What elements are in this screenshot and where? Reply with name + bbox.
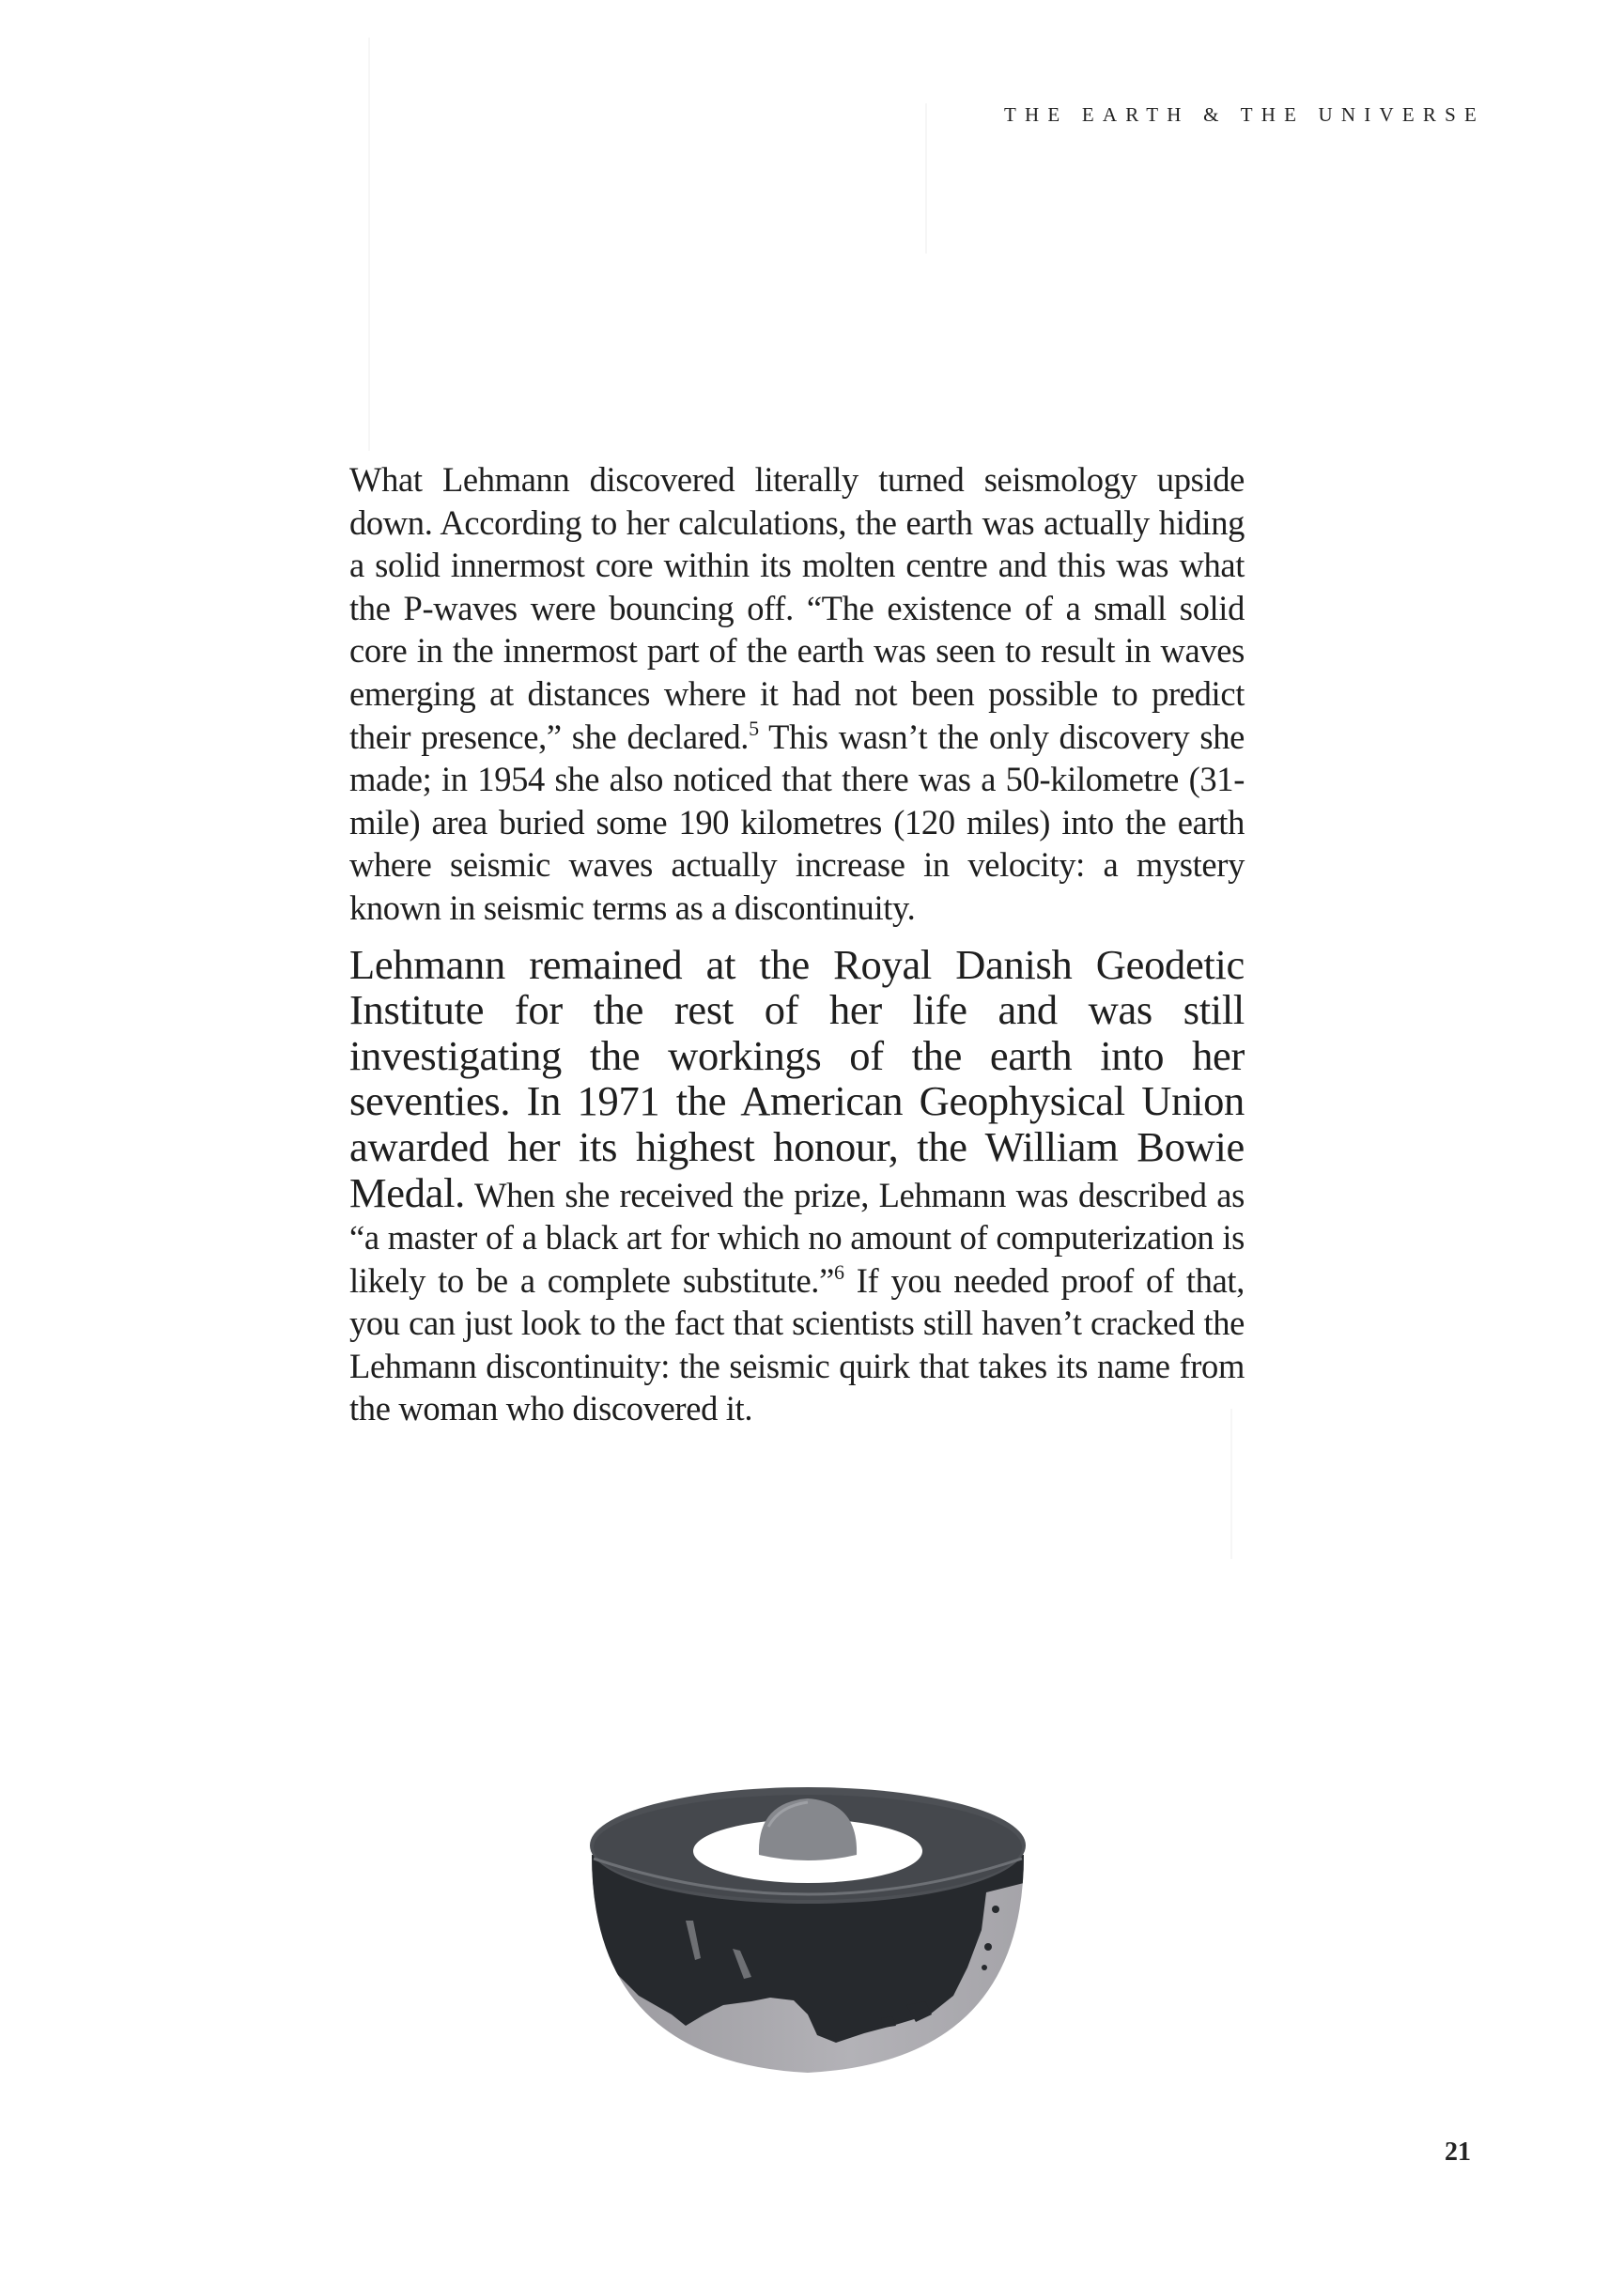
scan-artifact (925, 103, 927, 254)
paragraph-2-text-b: If you needed proof of that, you can just look to the fact that scientists still haven’t cracked the Lehmann discontinuity: the seismic quirk that takes its name from the woman who discovered it. (349, 1260, 1245, 1428)
paragraph-2-text-a: When she received the prize, Lehmann was described as “a master of a black art for which no amount of computerization is likely to be a complete substitute.” (349, 1175, 1245, 1300)
page-number: 21 (1445, 2138, 1471, 2167)
paragraph-1-text-b: This wasn’t the only discovery she made; in 1954 she also noticed that there was a 50-kilometre (31-mile) area buried some 190 kilometres (120 miles) into the earth where seismic waves actually increase in velocity: a mystery known in seismic terms as a discontinuity. (349, 717, 1245, 927)
paragraph-1-text-a: What Lehmann discovered literally turned seismology upside down. According to her calculations, the earth was actually hiding a solid innermost core within its molten centre and this was what the P-waves were bouncing off. “The existence of a small solid core in the innermost part of the earth was seen to result in waves emerging at distances where it had not been possible to predict their presence,” she declared. (349, 460, 1245, 756)
footnote-marker-6[interactable]: 6 (833, 1259, 844, 1284)
body-text (349, 458, 1245, 1430)
scan-artifact (1230, 1409, 1232, 1559)
paragraph-1 (349, 458, 1245, 930)
scan-artifact (368, 38, 370, 451)
running-head: THE EARTH & THE UNIVERSE (1004, 103, 1485, 126)
paragraph-2 (349, 940, 1245, 1431)
footnote-marker-5[interactable]: 5 (749, 716, 759, 740)
earth-cross-section-icon (582, 1780, 1033, 2080)
earth-cross-section-figure (582, 1780, 1033, 2080)
paragraph-2-lead: Lehmann remained at the Royal Danish Geodetic Institute for the rest of her life and was still investigating the workings of the earth into her seventies. In 1971 the American Geophysical Union awarded her its highest honour, the William Bowie Medal. (349, 940, 1245, 1216)
